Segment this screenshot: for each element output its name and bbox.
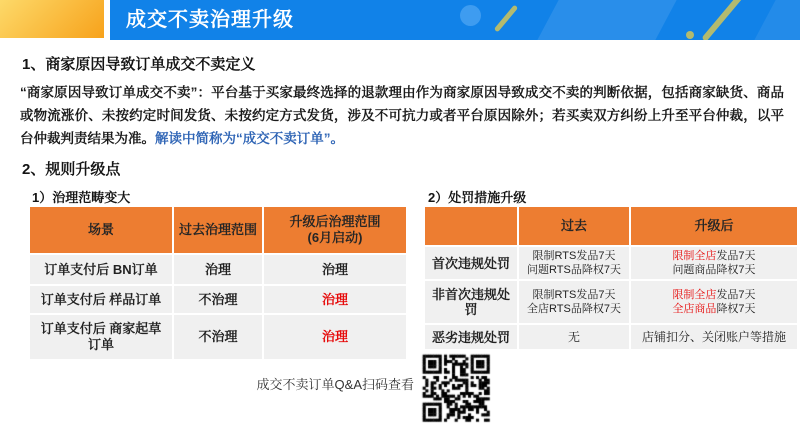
table-cell-violation-type: 非首次违规处罚 <box>425 281 517 323</box>
header-bar <box>110 0 800 40</box>
table-cell-after: 治理 <box>264 255 406 284</box>
table-cell-scene: 订单支付后 样品订单 <box>30 286 172 313</box>
table-header-cell <box>425 207 517 245</box>
table-header-line: (6月启动) <box>307 230 363 245</box>
table-cell-past-penalty <box>519 281 629 323</box>
band-decoration <box>531 0 683 40</box>
table-cell-upgraded-penalty <box>631 281 797 323</box>
table-cell-upgraded-penalty: 店铺扣分、关闭账户等措施 <box>631 325 797 349</box>
table-cell-scene: 订单支付后 BN订单 <box>30 255 172 284</box>
definition-paragraph <box>20 81 784 150</box>
dot-decoration-icon <box>686 31 694 39</box>
table-header-cell <box>264 207 406 253</box>
definition-main-text: “商家原因导致订单成交不卖”：平台基于买家最终选择的退款理由作为商家原因导致成交不卖的判断依据，包括商家缺货、商品或物流涨价、未按约定时间发货、未按约定方式发货，涉及不可抗力或者平台原因除外；若买卖双方纠纷上升至平台仲裁，以平台仲裁判责结果为准。 <box>20 85 784 146</box>
penalty-text: 降权7天 <box>716 303 756 315</box>
table-cell-past-penalty: 无 <box>519 325 629 349</box>
penalty-line <box>672 288 755 302</box>
table-cell-after: 治理 <box>264 286 406 313</box>
section-2-heading: 2、规则升级点 <box>22 161 121 178</box>
band-decoration <box>748 0 800 40</box>
table-cell-past: 治理 <box>174 255 262 284</box>
table-cell-past: 不治理 <box>174 286 262 313</box>
penalty-line: 问题RTS品降权7天 <box>527 264 621 276</box>
governance-scope-table <box>30 207 402 359</box>
table-cell-after: 治理 <box>264 315 406 359</box>
penalty-line <box>672 249 755 263</box>
penalty-line: 限制RTS发品7天 <box>532 250 616 262</box>
section-1-heading: 1、商家原因导致订单成交不卖定义 <box>22 56 256 73</box>
table-cell-scene: 订单支付后 商家起草订单 <box>30 315 172 359</box>
table-header-cell: 过去 <box>519 207 629 245</box>
penalty-line: 限制RTS发品7天 <box>532 289 616 301</box>
penalty-highlight: 限制全店 <box>672 250 717 262</box>
table-cell-violation-type: 恶劣违规处罚 <box>425 325 517 349</box>
table-cell-past-penalty <box>519 247 629 279</box>
table-cell-past: 不治理 <box>174 315 262 359</box>
table-cell-violation-type: 首次违规处罚 <box>425 247 517 279</box>
penalty-table <box>425 207 795 349</box>
penalty-line <box>672 302 755 316</box>
table-header-line: 升级后治理范围 <box>289 214 381 229</box>
penalty-highlight: 全店商品 <box>672 303 717 315</box>
penalty-text: 发品7天 <box>716 289 756 301</box>
table-header-cell: 场景 <box>30 207 172 253</box>
header-accent-block <box>0 0 104 38</box>
penalty-highlight: 限制全店 <box>672 289 717 301</box>
qr-caption: 成交不卖订单Q&A扫码查看 <box>256 377 414 392</box>
subsection-2-heading: 2）处罚措施升级 <box>428 190 527 205</box>
penalty-text: 问题商品降权7天 <box>672 264 756 276</box>
subsection-1-heading: 1）治理范畴变大 <box>32 190 131 205</box>
slash-decoration-icon <box>494 5 518 33</box>
table-cell-upgraded-penalty <box>631 247 797 279</box>
slash-decoration-icon <box>701 0 744 40</box>
penalty-line: 全店RTS品降权7天 <box>527 303 621 315</box>
page-title: 成交不卖治理升级 <box>126 9 294 31</box>
qr-code <box>420 352 492 424</box>
table-header-cell: 过去治理范围 <box>174 207 262 253</box>
table-header-cell: 升级后 <box>631 207 797 245</box>
penalty-text: 发品7天 <box>716 250 756 262</box>
circle-decoration-icon <box>460 5 481 26</box>
penalty-line <box>672 263 755 277</box>
definition-highlight-text: 解读中简称为“成交不卖订单”。 <box>155 131 344 146</box>
